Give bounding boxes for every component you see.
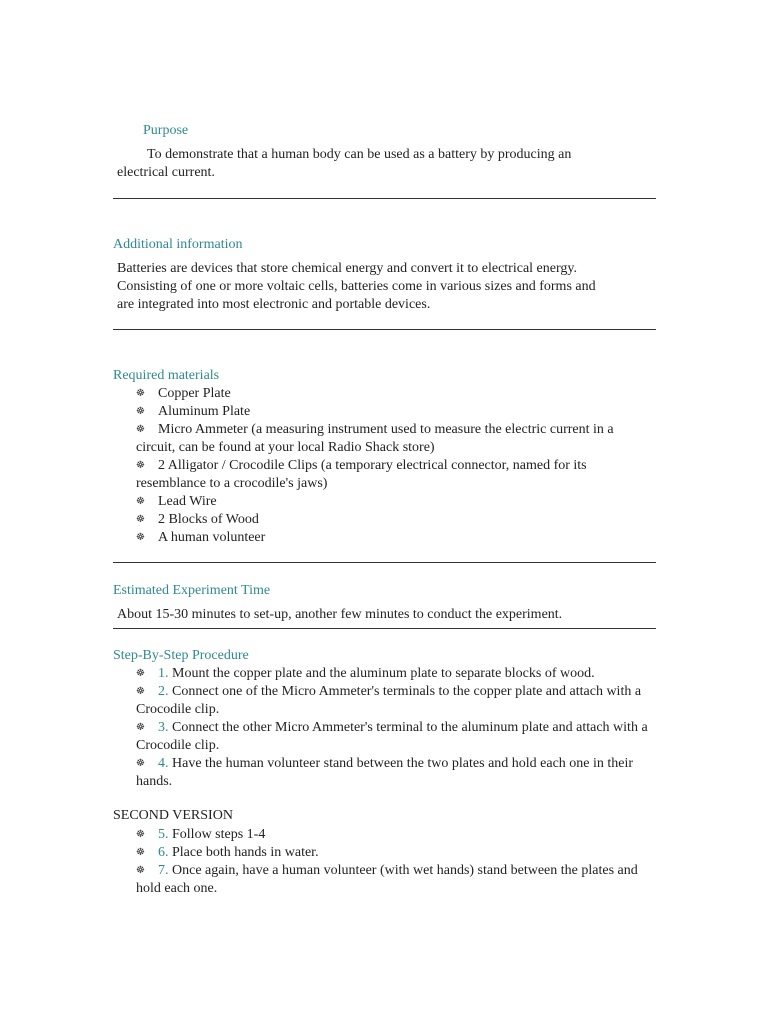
list-item: ☸ 2. Connect one of the Micro Ammeter's terminals to the copper plate and attach with a Crocodile clip. — [136, 684, 642, 717]
list-item: ☸ 7. Once again, have a human volunteer (with wet hands) stand between the plates and hold each one. — [136, 863, 638, 896]
purpose-heading: Purpose — [143, 123, 189, 138]
procedure-list — [136, 665, 656, 791]
bullet-icon: ☸ — [136, 514, 145, 525]
bullet-icon: ☸ — [136, 722, 145, 733]
bullet-icon: ☸ — [136, 532, 145, 543]
bullet-icon: ☸ — [136, 388, 145, 399]
time-text: About 15-30 minutes to set-up, another few minutes to conduct the experiment. — [117, 607, 563, 622]
list-item: ☸ 2 Alligator / Crocodile Clips (a temporary electrical connector, named for its resemblance to a crocodile's jaws) — [136, 458, 587, 491]
bullet-icon: ☸ — [136, 460, 145, 471]
list-item: ☸ A human volunteer — [136, 530, 266, 545]
list-item: ☸ Micro Ammeter (a measuring instrument used to measure the electric current in a circuit, can be found at your local Radio Shack store) — [136, 422, 614, 455]
bullet-icon: ☸ — [136, 758, 145, 769]
procedure-heading: Step-By-Step Procedure — [113, 648, 249, 663]
bullet-icon: ☸ — [136, 496, 145, 507]
additional-text-line2: Consisting of one or more voltaic cells, batteries come in various sizes and forms and — [117, 279, 596, 294]
divider — [113, 628, 656, 629]
list-item: ☸ 2 Blocks of Wood — [136, 512, 259, 527]
bullet-icon: ☸ — [136, 406, 145, 417]
list-item: ☸ Lead Wire — [136, 494, 217, 509]
additional-heading: Additional information — [113, 237, 243, 252]
list-item: ☸ 5. Follow steps 1-4 — [136, 827, 266, 842]
divider — [113, 198, 656, 199]
list-item: ☸ 4. Have the human volunteer stand between the two plates and hold each one in their hands. — [136, 756, 634, 789]
list-item: ☸ 1. Mount the copper plate and the aluminum plate to separate blocks of wood. — [136, 666, 595, 681]
divider — [113, 329, 656, 330]
materials-list — [136, 385, 656, 547]
bullet-icon: ☸ — [136, 424, 145, 435]
second-version-heading: SECOND VERSION — [113, 808, 233, 823]
materials-heading: Required materials — [113, 368, 220, 383]
list-item: ☸ Aluminum Plate — [136, 404, 251, 419]
bullet-icon: ☸ — [136, 686, 145, 697]
second-version-list — [136, 826, 656, 898]
list-item: ☸ 3. Connect the other Micro Ammeter's terminal to the aluminum plate and attach with a Crocodile clip. — [136, 720, 648, 753]
bullet-icon: ☸ — [136, 865, 145, 876]
bullet-icon: ☸ — [136, 829, 145, 840]
purpose-text-line1: To demonstrate that a human body can be used as a battery by producing an — [147, 147, 572, 162]
additional-text-line1: Batteries are devices that store chemical energy and convert it to electrical energy. — [117, 261, 577, 276]
bullet-icon: ☸ — [136, 668, 145, 679]
purpose-text-line2: electrical current. — [117, 165, 215, 180]
time-heading: Estimated Experiment Time — [113, 583, 271, 598]
bullet-icon: ☸ — [136, 847, 145, 858]
list-item: ☸ 6. Place both hands in water. — [136, 845, 319, 860]
divider — [113, 562, 656, 563]
additional-text-line3: are integrated into most electronic and portable devices. — [117, 297, 431, 312]
list-item: ☸ Copper Plate — [136, 386, 231, 401]
